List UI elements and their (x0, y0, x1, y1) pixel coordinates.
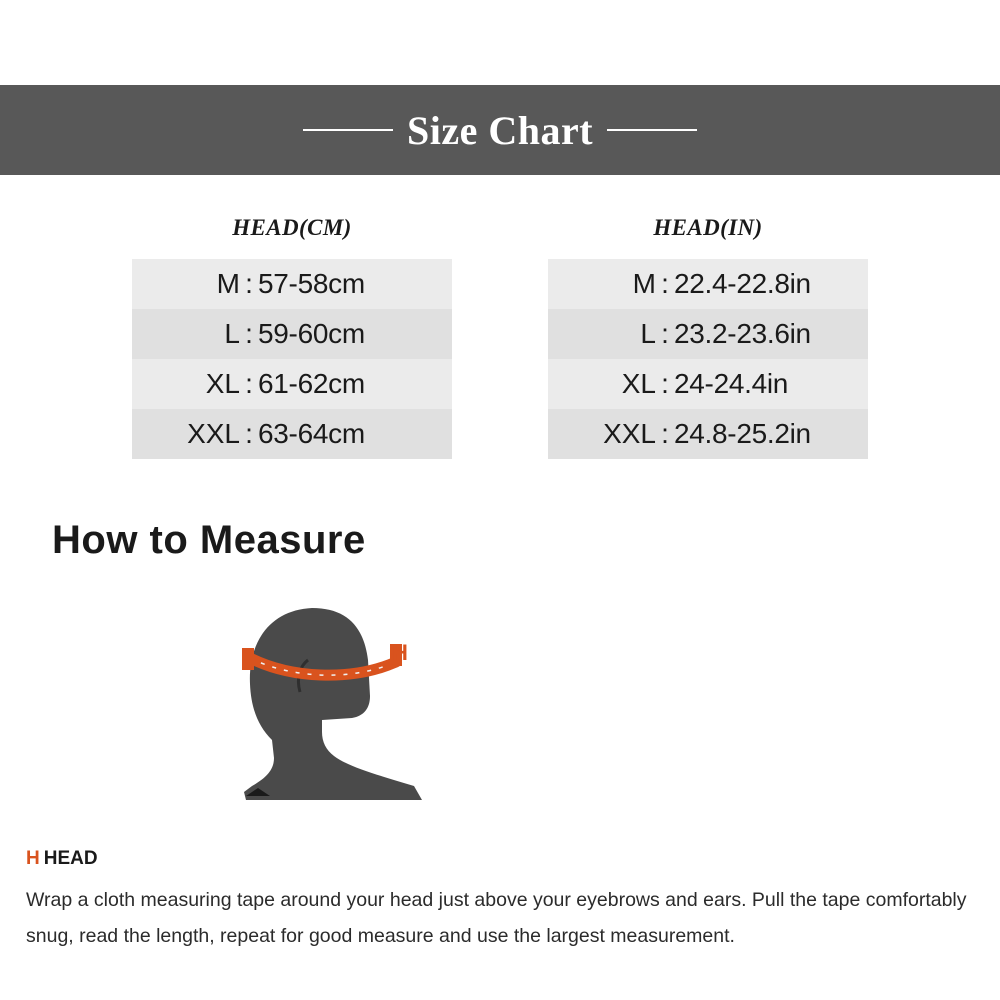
table-row (548, 309, 868, 359)
size-colon: : (240, 409, 258, 459)
size-label: XL (132, 359, 240, 409)
size-value: 63-64cm (258, 409, 452, 459)
size-value: 59-60cm (258, 309, 452, 359)
size-colon: : (656, 259, 674, 309)
size-value: 24.8-25.2in (674, 409, 868, 459)
size-label: M (548, 259, 656, 309)
note-label: HEAD (43, 848, 98, 869)
page-title: Size Chart (406, 107, 594, 153)
head-silhouette-icon (200, 600, 500, 820)
size-label: L (132, 309, 240, 359)
size-value: 57-58cm (258, 259, 452, 309)
note-h-marker: H (26, 848, 40, 869)
banner-rule-right (607, 129, 697, 131)
size-label: XL (548, 359, 656, 409)
size-tables (0, 215, 1000, 459)
size-colon: : (240, 309, 258, 359)
size-value: 22.4-22.8in (674, 259, 868, 309)
size-table-cm-heading: HEAD(CM) (232, 215, 352, 240)
head-measure-illustration (200, 600, 500, 820)
size-colon: : (240, 259, 258, 309)
size-label: XXL (132, 409, 240, 459)
size-value: 24-24.4in (674, 359, 868, 409)
size-colon: : (656, 409, 674, 459)
measurement-note-heading (26, 848, 982, 870)
how-to-measure-title: How to Measure (52, 518, 366, 562)
measurement-note-body: Wrap a cloth measuring tape around your head just above your eyebrows and ears. Pull the tape comfortably snug, read the length, repeat for good measure and use the largest measurement. (26, 889, 967, 948)
size-colon: : (656, 309, 674, 359)
measurement-note (26, 848, 982, 954)
size-value: 61-62cm (258, 359, 452, 409)
size-colon: : (240, 359, 258, 409)
size-colon: : (656, 359, 674, 409)
table-row (548, 409, 868, 459)
size-table-in-heading: HEAD(IN) (653, 215, 763, 240)
header-banner (0, 85, 1000, 175)
table-row (132, 309, 452, 359)
table-row (132, 409, 452, 459)
size-table-cm-grid (132, 259, 452, 459)
table-row (132, 359, 452, 409)
size-label: M (132, 259, 240, 309)
table-row (548, 359, 868, 409)
size-table-in-grid (548, 259, 868, 459)
size-label: L (548, 309, 656, 359)
table-row (132, 259, 452, 309)
table-row (548, 259, 868, 309)
header-banner-inner (303, 107, 697, 154)
size-value: 23.2-23.6in (674, 309, 868, 359)
size-label: XXL (548, 409, 656, 459)
size-table-cm (132, 215, 452, 459)
size-table-in (548, 215, 868, 459)
figure-h-marker: H (392, 640, 408, 665)
banner-rule-left (303, 129, 393, 131)
